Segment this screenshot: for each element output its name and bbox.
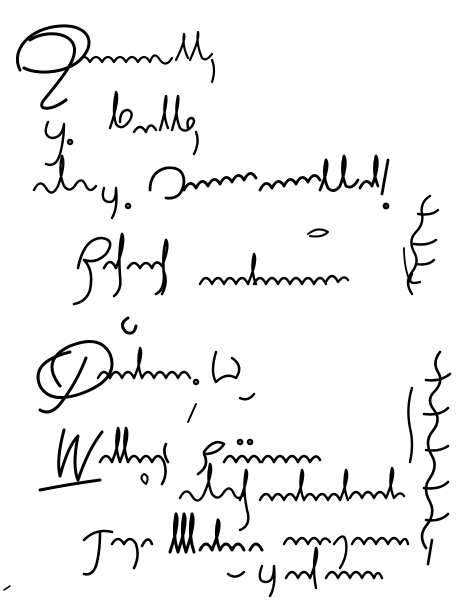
script-line-6: [40, 428, 320, 490]
script-line-8: [84, 514, 408, 574]
margin-note-2: [408, 352, 450, 564]
ink-mark: [4, 586, 10, 590]
margin-note-1: [404, 196, 438, 294]
script-line-2: [46, 92, 198, 165]
script-line-5: [38, 318, 254, 422]
script-line-4: [74, 234, 348, 304]
script-line-3: [34, 156, 388, 237]
script-line-7: [180, 464, 404, 530]
script-line-9: [228, 548, 382, 596]
